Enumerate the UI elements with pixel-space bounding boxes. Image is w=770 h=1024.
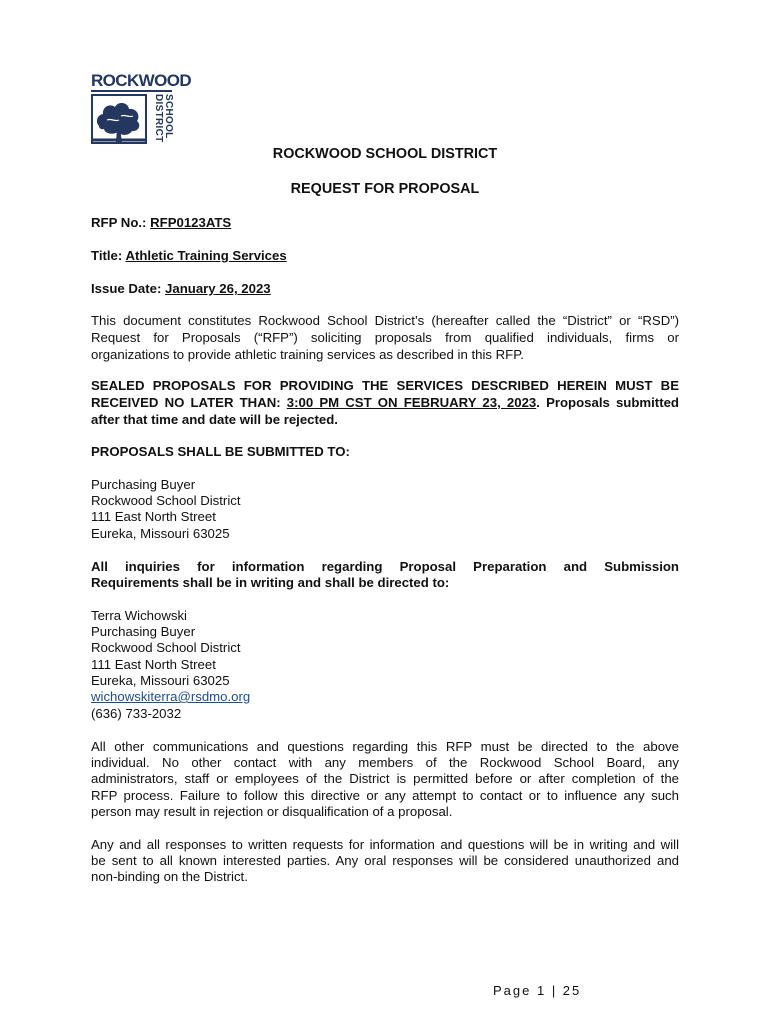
issue-date-label: Issue Date: bbox=[91, 281, 162, 296]
submit-address-line: 111 East North Street bbox=[91, 509, 216, 524]
contact-phone: (636) 733-2032 bbox=[91, 706, 182, 721]
district-heading: ROCKWOOD SCHOOL DISTRICT bbox=[272, 146, 498, 162]
submit-address-line: Rockwood School District bbox=[91, 493, 241, 508]
document-page bbox=[91, 0, 679, 1024]
contact-email-link[interactable]: wichowskiterra@rsdmo.org bbox=[91, 689, 251, 704]
contact-name: Terra Wichowski bbox=[91, 608, 187, 623]
tree-icon bbox=[91, 94, 147, 144]
deadline-suffix: . Proposals submitted bbox=[536, 395, 679, 410]
communications-line: individual. No other contact with any members of the Rockwood School Board, any bbox=[91, 755, 679, 770]
deadline-line-3: after that time and date will be rejected. bbox=[91, 412, 338, 427]
issue-date-line bbox=[91, 281, 679, 298]
submit-address-line: Eureka, Missouri 63025 bbox=[91, 526, 230, 541]
intro-line-1: This document constitutes Rockwood School District’s (hereafter called the “District” or “RSD”) bbox=[91, 313, 679, 328]
responses-line: Any and all responses to written requests for information and questions will be in writing and will bbox=[91, 837, 679, 852]
contact-line: Eureka, Missouri 63025 bbox=[91, 673, 230, 688]
responses-line: be sent to all known interested parties. Any oral responses will be considered unauthorized and bbox=[91, 853, 679, 868]
rfp-number-line bbox=[91, 215, 679, 232]
inquiries-line-1: All inquiries for information regarding Proposal Preparation and Submission bbox=[91, 559, 679, 574]
communications-line: RFP process. Failure to follow this directive or any attempt to contact or to influence any such bbox=[91, 788, 679, 803]
title-value: Athletic Training Services bbox=[125, 248, 287, 263]
deadline-line-2 bbox=[91, 395, 679, 412]
district-logo bbox=[91, 71, 192, 146]
page-number: Page 1 | 25 bbox=[493, 983, 582, 998]
title-label: Title: bbox=[91, 248, 123, 263]
inquiries-line-2: Requirements shall be in writing and shall be directed to: bbox=[91, 575, 450, 590]
deadline-prefix: RECEIVED NO LATER THAN: bbox=[91, 395, 287, 410]
logo-vertical-text: SCHOOL DISTRICT bbox=[153, 94, 174, 143]
contact-line: Purchasing Buyer bbox=[91, 624, 196, 639]
contact-line: 111 East North Street bbox=[91, 657, 216, 672]
rfp-number-label: RFP No.: bbox=[91, 215, 147, 230]
contact-email-row bbox=[91, 689, 679, 706]
deadline-datetime: 3:00 PM CST ON FEBRUARY 23, 2023 bbox=[286, 395, 537, 410]
intro-line-3: organizations to provide athletic training services as described in this RFP. bbox=[91, 347, 524, 362]
communications-line: person may result in rejection or disqualification of a proposal. bbox=[91, 804, 453, 819]
document-type-heading: REQUEST FOR PROPOSAL bbox=[290, 181, 480, 197]
communications-line: All other communications and questions regarding this RFP must be directed to the above bbox=[91, 739, 679, 754]
communications-line: administrators, staff or employees of the District is permitted before or after completion of the bbox=[91, 771, 679, 786]
issue-date-value: January 26, 2023 bbox=[165, 281, 271, 296]
rfp-number-value: RFP0123ATS bbox=[150, 215, 232, 230]
submit-address-line: Purchasing Buyer bbox=[91, 477, 196, 492]
logo-rule bbox=[91, 90, 172, 92]
title-line bbox=[91, 248, 679, 265]
logo-wordmark: ROCKWOOD bbox=[91, 71, 192, 90]
submit-heading: PROPOSALS SHALL BE SUBMITTED TO: bbox=[91, 444, 350, 459]
intro-line-2: Request for Proposals (“RFP”) soliciting proposals from qualified individuals, firms or bbox=[91, 330, 679, 345]
deadline-line-1: SEALED PROPOSALS FOR PROVIDING THE SERVICES DESCRIBED HEREIN MUST BE bbox=[91, 378, 679, 393]
responses-line: non-binding on the District. bbox=[91, 869, 248, 884]
contact-line: Rockwood School District bbox=[91, 640, 241, 655]
